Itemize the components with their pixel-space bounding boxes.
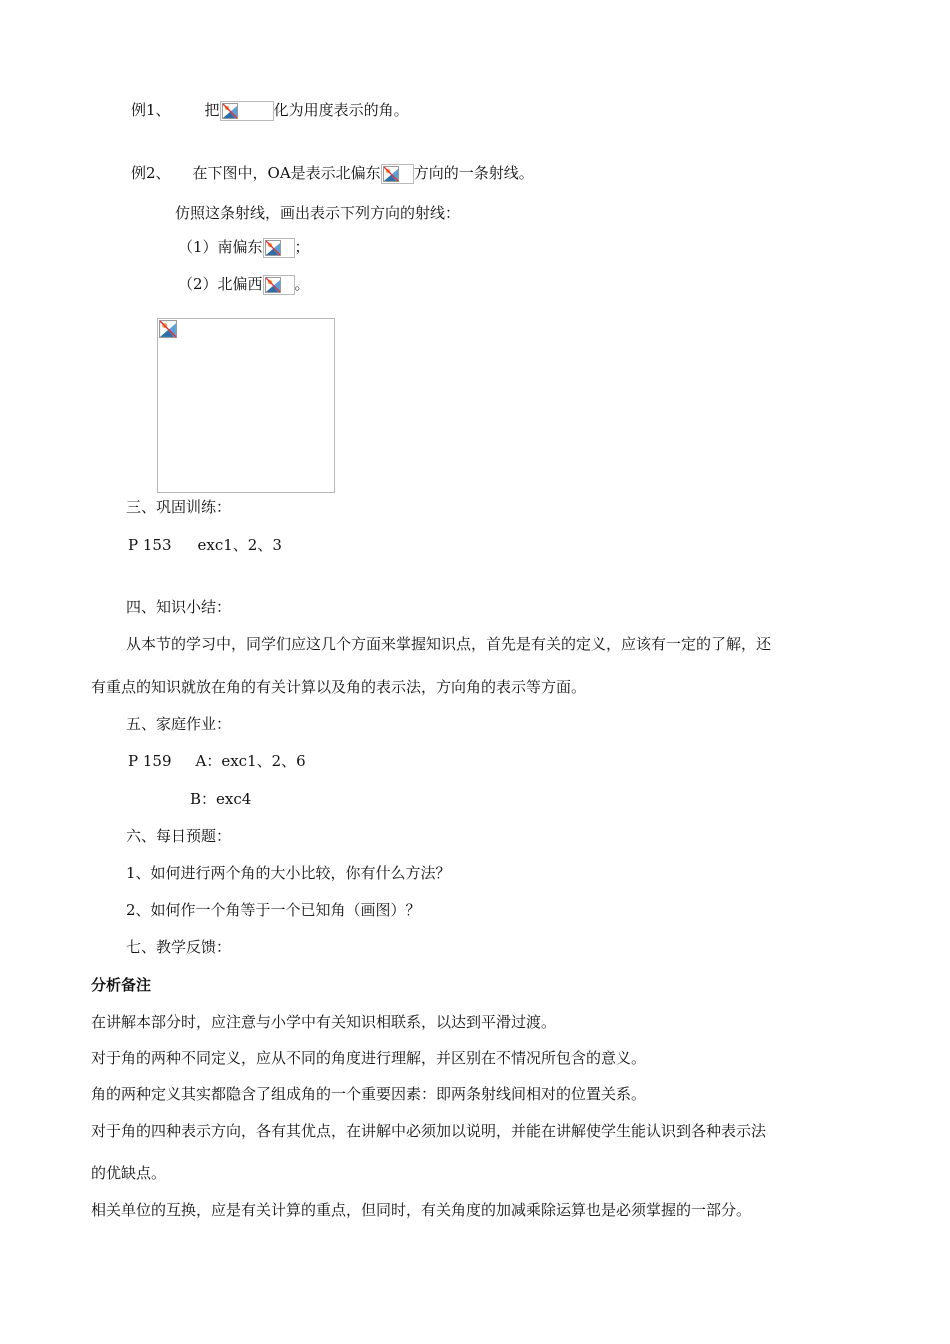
notes-title: 分析备注 xyxy=(91,976,152,994)
broken-image-icon xyxy=(159,320,177,338)
section-6-title: 六、每日预题： xyxy=(126,827,232,845)
example-1 xyxy=(131,100,409,121)
direction-item-2-punct: 。 xyxy=(294,275,310,293)
broken-image-icon xyxy=(265,277,281,293)
direction-item-2-text: （2）北偏西 xyxy=(178,275,263,293)
summary-line-2: 有重点的知识就放在角的有关计算以及角的表示法，方向角的表示等方面。 xyxy=(91,678,587,696)
preview-question-2: 2、如何作一个角等于一个已知角（画图）？ xyxy=(126,901,421,919)
direction-item-2 xyxy=(178,274,310,295)
notes-line-4a: 对于角的四种表示方向，各有其优点，在讲解中必须加以说明，并能在讲解使学生能认识到各种表示法 xyxy=(91,1122,767,1140)
summary-line-1: 从本节的学习中，同学们应这几个方面来掌握知识点，首先是有关的定义，应该有一定的了解，还 xyxy=(126,635,772,653)
example-1-text-before: 把 xyxy=(204,101,220,119)
image-placeholder xyxy=(263,238,295,258)
broken-image-icon xyxy=(265,240,281,256)
image-placeholder xyxy=(220,101,274,121)
exercise-ref: exc1、2、3 xyxy=(197,536,282,554)
section-4-title: 四、知识小结： xyxy=(126,598,232,616)
example-1-text-after: 化为用度表示的角。 xyxy=(273,101,409,119)
example-2-label: 例2、 xyxy=(131,164,171,182)
example-1-label: 例1、 xyxy=(131,101,171,119)
page-ref: P 153 xyxy=(128,536,172,554)
section-3-title: 三、巩固训练： xyxy=(126,498,232,516)
image-placeholder xyxy=(381,164,414,184)
broken-image-icon xyxy=(222,103,238,119)
broken-image-icon xyxy=(383,166,399,182)
example-2-text-before: 在下图中，OA是表示北偏东 xyxy=(192,164,381,182)
homework-a xyxy=(128,751,306,771)
example-2 xyxy=(131,163,534,184)
section-3-page xyxy=(128,535,282,555)
notes-line-2: 对于角的两种不同定义，应从不同的角度进行理解，并区别在不情况所包含的意义。 xyxy=(91,1049,647,1067)
direction-item-1-text: （1）南偏东 xyxy=(178,238,263,256)
section-7-title: 七、教学反馈： xyxy=(126,938,232,956)
notes-line-3: 角的两种定义其实都隐含了组成角的一个重要因素：即两条射线间相对的位置关系。 xyxy=(91,1085,647,1103)
homework-b: B：exc4 xyxy=(190,790,252,808)
example-2-text-after: 方向的一条射线。 xyxy=(413,164,534,182)
notes-line-1: 在讲解本部分时，应注意与小学中有关知识相联系，以达到平滑过渡。 xyxy=(91,1013,557,1031)
direction-item-1 xyxy=(178,237,310,258)
notes-line-5: 相关单位的互换，应是有关计算的重点，但同时，有关角度的加减乘除运算也是必须掌握的一部分。 xyxy=(91,1201,752,1219)
section-5-title: 五、家庭作业： xyxy=(126,715,232,733)
page-ref: P 159 xyxy=(128,752,172,770)
image-placeholder xyxy=(263,275,295,295)
figure-placeholder xyxy=(157,318,335,493)
instruction-text: 仿照这条射线，画出表示下列方向的射线： xyxy=(175,204,461,222)
direction-item-1-punct: ； xyxy=(294,238,310,256)
preview-question-1: 1、如何进行两个角的大小比较，你有什么方法？ xyxy=(126,864,451,882)
notes-line-4b: 的优缺点。 xyxy=(91,1164,167,1182)
homework-a-text: A：exc1、2、6 xyxy=(195,752,306,770)
